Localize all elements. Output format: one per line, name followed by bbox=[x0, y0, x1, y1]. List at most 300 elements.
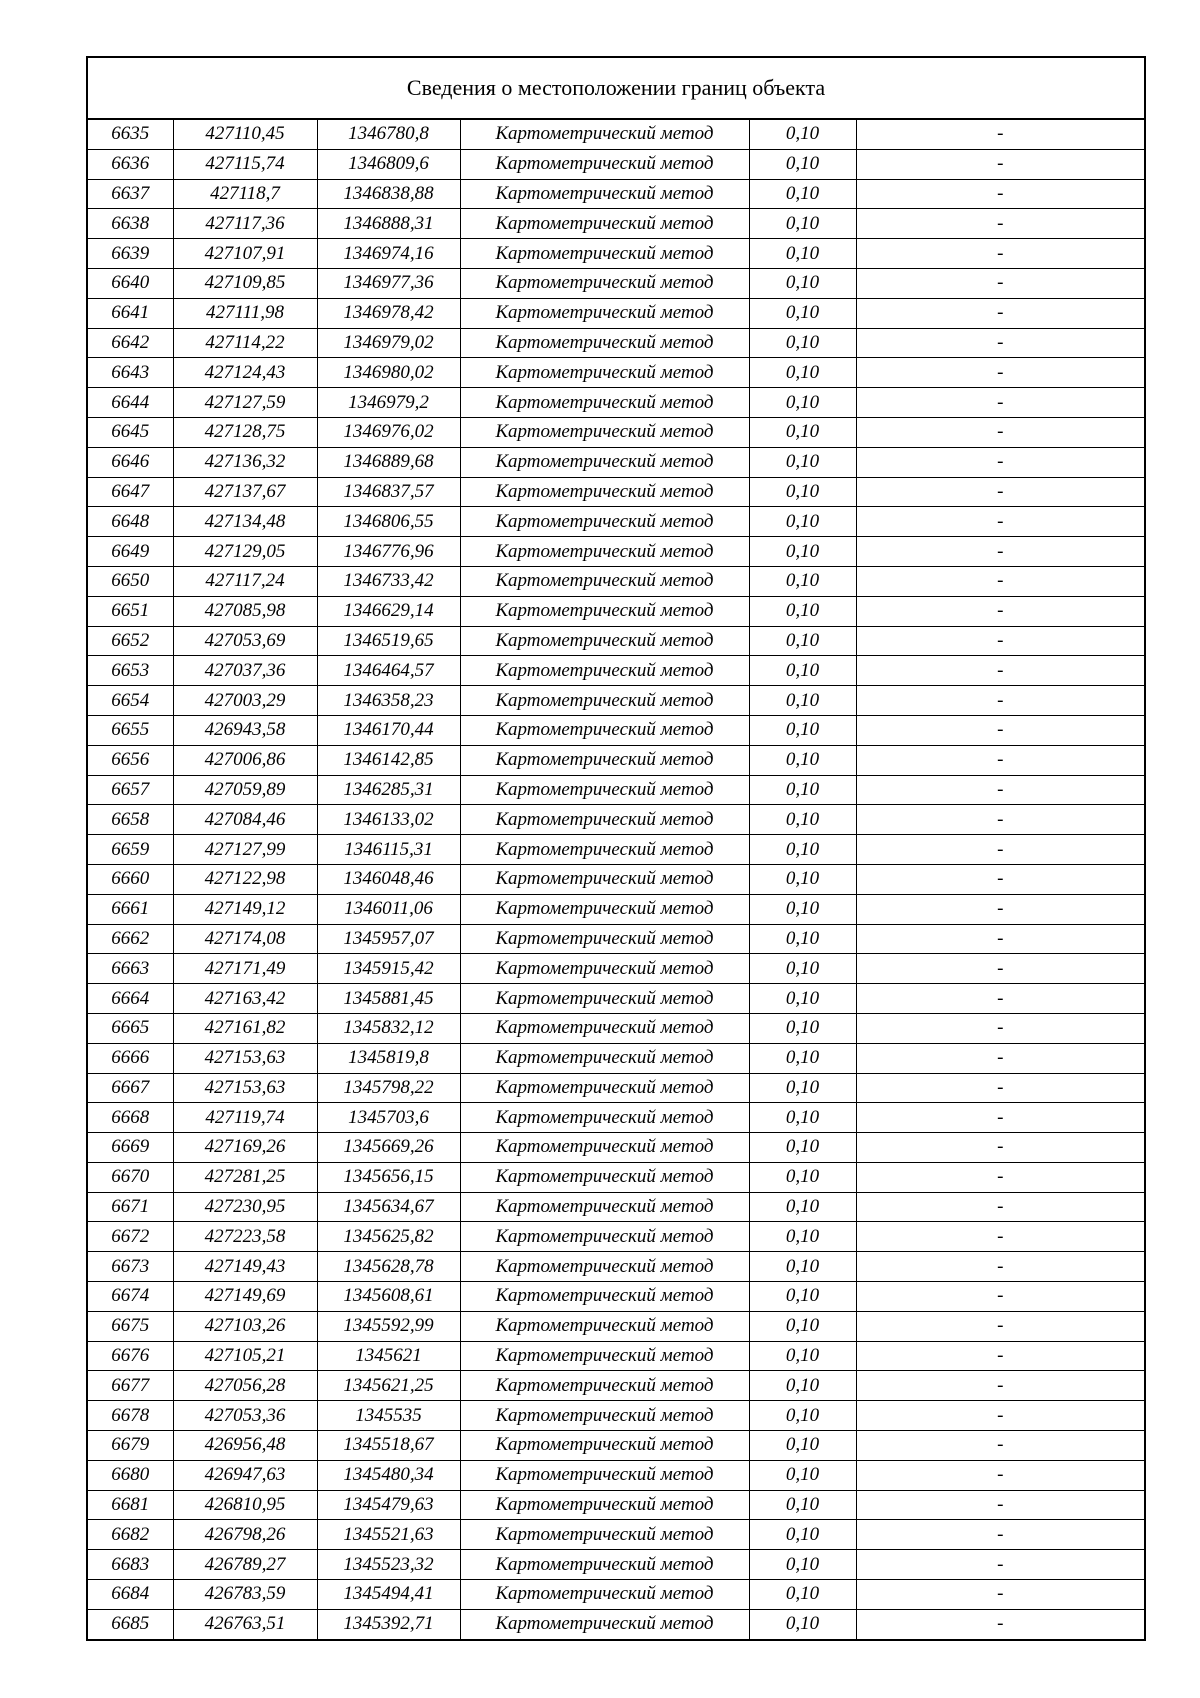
accuracy-cell: 0,10 bbox=[749, 1580, 856, 1610]
x-coordinate-cell: 427059,89 bbox=[173, 775, 317, 805]
description-cell: - bbox=[856, 954, 1144, 984]
description-cell: - bbox=[856, 626, 1144, 656]
method-cell: Картометрический метод bbox=[460, 1490, 749, 1520]
description-cell: - bbox=[856, 656, 1144, 686]
description-cell: - bbox=[856, 1133, 1144, 1163]
point-number-cell: 6636 bbox=[88, 149, 173, 179]
method-cell: Картометрический метод bbox=[460, 566, 749, 596]
point-number-cell: 6663 bbox=[88, 954, 173, 984]
table-row bbox=[88, 358, 1144, 388]
accuracy-cell: 0,10 bbox=[749, 1282, 856, 1312]
table-row bbox=[88, 179, 1144, 209]
description-cell: - bbox=[856, 1460, 1144, 1490]
x-coordinate-cell: 427037,36 bbox=[173, 656, 317, 686]
point-number-cell: 6680 bbox=[88, 1460, 173, 1490]
point-number-cell: 6654 bbox=[88, 686, 173, 716]
description-cell: - bbox=[856, 1311, 1144, 1341]
table-row bbox=[88, 149, 1144, 179]
x-coordinate-cell: 427230,95 bbox=[173, 1192, 317, 1222]
description-cell: - bbox=[856, 1580, 1144, 1610]
x-coordinate-cell: 426798,26 bbox=[173, 1520, 317, 1550]
x-coordinate-cell: 427122,98 bbox=[173, 864, 317, 894]
table-row bbox=[88, 715, 1144, 745]
y-coordinate-cell: 1346809,6 bbox=[317, 149, 460, 179]
description-cell: - bbox=[856, 388, 1144, 418]
description-cell: - bbox=[856, 1609, 1144, 1638]
accuracy-cell: 0,10 bbox=[749, 1550, 856, 1580]
y-coordinate-cell: 1345518,67 bbox=[317, 1431, 460, 1461]
accuracy-cell: 0,10 bbox=[749, 1252, 856, 1282]
description-cell: - bbox=[856, 298, 1144, 328]
y-coordinate-cell: 1346285,31 bbox=[317, 775, 460, 805]
method-cell: Картометрический метод bbox=[460, 1580, 749, 1610]
description-cell: - bbox=[856, 984, 1144, 1014]
point-number-cell: 6674 bbox=[88, 1282, 173, 1312]
y-coordinate-cell: 1346519,65 bbox=[317, 626, 460, 656]
description-cell: - bbox=[856, 1043, 1144, 1073]
table-row bbox=[88, 1192, 1144, 1222]
accuracy-cell: 0,10 bbox=[749, 864, 856, 894]
accuracy-cell: 0,10 bbox=[749, 656, 856, 686]
y-coordinate-cell: 1345881,45 bbox=[317, 984, 460, 1014]
table-row bbox=[88, 864, 1144, 894]
method-cell: Картометрический метод bbox=[460, 894, 749, 924]
table-row bbox=[88, 298, 1144, 328]
y-coordinate-cell: 1345535 bbox=[317, 1401, 460, 1431]
accuracy-cell: 0,10 bbox=[749, 715, 856, 745]
x-coordinate-cell: 427109,85 bbox=[173, 268, 317, 298]
x-coordinate-cell: 427117,24 bbox=[173, 566, 317, 596]
y-coordinate-cell: 1345494,41 bbox=[317, 1580, 460, 1610]
accuracy-cell: 0,10 bbox=[749, 1103, 856, 1133]
point-number-cell: 6637 bbox=[88, 179, 173, 209]
table-row bbox=[88, 537, 1144, 567]
method-cell: Картометрический метод bbox=[460, 1222, 749, 1252]
description-cell: - bbox=[856, 1520, 1144, 1550]
table-row bbox=[88, 686, 1144, 716]
accuracy-cell: 0,10 bbox=[749, 537, 856, 567]
point-number-cell: 6656 bbox=[88, 745, 173, 775]
point-number-cell: 6670 bbox=[88, 1162, 173, 1192]
method-cell: Картометрический метод bbox=[460, 1103, 749, 1133]
description-cell: - bbox=[856, 358, 1144, 388]
table-row bbox=[88, 388, 1144, 418]
y-coordinate-cell: 1346115,31 bbox=[317, 835, 460, 865]
description-cell: - bbox=[856, 209, 1144, 239]
description-cell: - bbox=[856, 537, 1144, 567]
x-coordinate-cell: 427171,49 bbox=[173, 954, 317, 984]
method-cell: Картометрический метод bbox=[460, 1609, 749, 1638]
table-row bbox=[88, 417, 1144, 447]
x-coordinate-cell: 427085,98 bbox=[173, 596, 317, 626]
y-coordinate-cell: 1346776,96 bbox=[317, 537, 460, 567]
accuracy-cell: 0,10 bbox=[749, 507, 856, 537]
point-number-cell: 6647 bbox=[88, 477, 173, 507]
point-number-cell: 6657 bbox=[88, 775, 173, 805]
method-cell: Картометрический метод bbox=[460, 149, 749, 179]
accuracy-cell: 0,10 bbox=[749, 328, 856, 358]
accuracy-cell: 0,10 bbox=[749, 1222, 856, 1252]
description-cell: - bbox=[856, 686, 1144, 716]
x-coordinate-cell: 427174,08 bbox=[173, 924, 317, 954]
method-cell: Картометрический метод bbox=[460, 209, 749, 239]
y-coordinate-cell: 1346142,85 bbox=[317, 745, 460, 775]
accuracy-cell: 0,10 bbox=[749, 775, 856, 805]
point-number-cell: 6652 bbox=[88, 626, 173, 656]
accuracy-cell: 0,10 bbox=[749, 984, 856, 1014]
accuracy-cell: 0,10 bbox=[749, 388, 856, 418]
y-coordinate-cell: 1345819,8 bbox=[317, 1043, 460, 1073]
accuracy-cell: 0,10 bbox=[749, 149, 856, 179]
point-number-cell: 6638 bbox=[88, 209, 173, 239]
table-row bbox=[88, 1043, 1144, 1073]
description-cell: - bbox=[856, 1252, 1144, 1282]
accuracy-cell: 0,10 bbox=[749, 626, 856, 656]
x-coordinate-cell: 427111,98 bbox=[173, 298, 317, 328]
point-number-cell: 6645 bbox=[88, 417, 173, 447]
table-row bbox=[88, 984, 1144, 1014]
method-cell: Картометрический метод bbox=[460, 1013, 749, 1043]
method-cell: Картометрический метод bbox=[460, 388, 749, 418]
method-cell: Картометрический метод bbox=[460, 1371, 749, 1401]
point-number-cell: 6640 bbox=[88, 268, 173, 298]
table-row bbox=[88, 566, 1144, 596]
x-coordinate-cell: 426810,95 bbox=[173, 1490, 317, 1520]
method-cell: Картометрический метод bbox=[460, 1311, 749, 1341]
table-row bbox=[88, 1460, 1144, 1490]
table-row bbox=[88, 1371, 1144, 1401]
table-row bbox=[88, 507, 1144, 537]
y-coordinate-cell: 1346806,55 bbox=[317, 507, 460, 537]
x-coordinate-cell: 427105,21 bbox=[173, 1341, 317, 1371]
accuracy-cell: 0,10 bbox=[749, 1490, 856, 1520]
y-coordinate-cell: 1346889,68 bbox=[317, 447, 460, 477]
description-cell: - bbox=[856, 1341, 1144, 1371]
description-cell: - bbox=[856, 596, 1144, 626]
x-coordinate-cell: 427118,7 bbox=[173, 179, 317, 209]
description-cell: - bbox=[856, 864, 1144, 894]
table-row bbox=[88, 1490, 1144, 1520]
point-number-cell: 6664 bbox=[88, 984, 173, 1014]
description-cell: - bbox=[856, 507, 1144, 537]
point-number-cell: 6653 bbox=[88, 656, 173, 686]
x-coordinate-cell: 427153,63 bbox=[173, 1043, 317, 1073]
y-coordinate-cell: 1346977,36 bbox=[317, 268, 460, 298]
description-cell: - bbox=[856, 566, 1144, 596]
x-coordinate-cell: 427117,36 bbox=[173, 209, 317, 239]
accuracy-cell: 0,10 bbox=[749, 596, 856, 626]
method-cell: Картометрический метод bbox=[460, 626, 749, 656]
description-cell: - bbox=[856, 1073, 1144, 1103]
point-number-cell: 6671 bbox=[88, 1192, 173, 1222]
accuracy-cell: 0,10 bbox=[749, 417, 856, 447]
accuracy-cell: 0,10 bbox=[749, 686, 856, 716]
x-coordinate-cell: 426947,63 bbox=[173, 1460, 317, 1490]
method-cell: Картометрический метод bbox=[460, 864, 749, 894]
y-coordinate-cell: 1345479,63 bbox=[317, 1490, 460, 1520]
y-coordinate-cell: 1345634,67 bbox=[317, 1192, 460, 1222]
method-cell: Картометрический метод bbox=[460, 924, 749, 954]
description-cell: - bbox=[856, 1192, 1144, 1222]
accuracy-cell: 0,10 bbox=[749, 805, 856, 835]
point-number-cell: 6643 bbox=[88, 358, 173, 388]
point-number-cell: 6678 bbox=[88, 1401, 173, 1431]
table-row bbox=[88, 1073, 1144, 1103]
method-cell: Картометрический метод bbox=[460, 1341, 749, 1371]
point-number-cell: 6667 bbox=[88, 1073, 173, 1103]
point-number-cell: 6677 bbox=[88, 1371, 173, 1401]
method-cell: Картометрический метод bbox=[460, 686, 749, 716]
y-coordinate-cell: 1345480,34 bbox=[317, 1460, 460, 1490]
method-cell: Картометрический метод bbox=[460, 1282, 749, 1312]
table-row bbox=[88, 1252, 1144, 1282]
accuracy-cell: 0,10 bbox=[749, 924, 856, 954]
method-cell: Картометрический метод bbox=[460, 715, 749, 745]
y-coordinate-cell: 1346048,46 bbox=[317, 864, 460, 894]
x-coordinate-cell: 427114,22 bbox=[173, 328, 317, 358]
description-cell: - bbox=[856, 477, 1144, 507]
x-coordinate-cell: 427003,29 bbox=[173, 686, 317, 716]
point-number-cell: 6661 bbox=[88, 894, 173, 924]
table-row bbox=[88, 1103, 1144, 1133]
description-cell: - bbox=[856, 805, 1144, 835]
accuracy-cell: 0,10 bbox=[749, 477, 856, 507]
method-cell: Картометрический метод bbox=[460, 358, 749, 388]
table-row bbox=[88, 120, 1144, 149]
method-cell: Картометрический метод bbox=[460, 477, 749, 507]
accuracy-cell: 0,10 bbox=[749, 120, 856, 149]
point-number-cell: 6679 bbox=[88, 1431, 173, 1461]
accuracy-cell: 0,10 bbox=[749, 1460, 856, 1490]
accuracy-cell: 0,10 bbox=[749, 1609, 856, 1638]
description-cell: - bbox=[856, 239, 1144, 269]
y-coordinate-cell: 1346838,88 bbox=[317, 179, 460, 209]
table-row bbox=[88, 626, 1144, 656]
x-coordinate-cell: 427149,43 bbox=[173, 1252, 317, 1282]
method-cell: Картометрический метод bbox=[460, 179, 749, 209]
y-coordinate-cell: 1345832,12 bbox=[317, 1013, 460, 1043]
description-cell: - bbox=[856, 835, 1144, 865]
y-coordinate-cell: 1345521,63 bbox=[317, 1520, 460, 1550]
table-row bbox=[88, 268, 1144, 298]
point-number-cell: 6635 bbox=[88, 120, 173, 149]
method-cell: Картометрический метод bbox=[460, 1252, 749, 1282]
description-cell: - bbox=[856, 1222, 1144, 1252]
method-cell: Картометрический метод bbox=[460, 1043, 749, 1073]
accuracy-cell: 0,10 bbox=[749, 1073, 856, 1103]
point-number-cell: 6662 bbox=[88, 924, 173, 954]
point-number-cell: 6668 bbox=[88, 1103, 173, 1133]
accuracy-cell: 0,10 bbox=[749, 1520, 856, 1550]
y-coordinate-cell: 1345915,42 bbox=[317, 954, 460, 984]
description-cell: - bbox=[856, 417, 1144, 447]
description-cell: - bbox=[856, 1371, 1144, 1401]
accuracy-cell: 0,10 bbox=[749, 1162, 856, 1192]
description-cell: - bbox=[856, 1550, 1144, 1580]
table-row bbox=[88, 596, 1144, 626]
coordinates-table-body bbox=[88, 120, 1144, 1639]
y-coordinate-cell: 1346980,02 bbox=[317, 358, 460, 388]
point-number-cell: 6644 bbox=[88, 388, 173, 418]
method-cell: Картометрический метод bbox=[460, 775, 749, 805]
description-cell: - bbox=[856, 149, 1144, 179]
method-cell: Картометрический метод bbox=[460, 1133, 749, 1163]
table-row bbox=[88, 1550, 1144, 1580]
y-coordinate-cell: 1346979,2 bbox=[317, 388, 460, 418]
y-coordinate-cell: 1345621 bbox=[317, 1341, 460, 1371]
description-cell: - bbox=[856, 1431, 1144, 1461]
y-coordinate-cell: 1346629,14 bbox=[317, 596, 460, 626]
point-number-cell: 6639 bbox=[88, 239, 173, 269]
table-row bbox=[88, 745, 1144, 775]
description-cell: - bbox=[856, 268, 1144, 298]
method-cell: Картометрический метод bbox=[460, 298, 749, 328]
point-number-cell: 6672 bbox=[88, 1222, 173, 1252]
accuracy-cell: 0,10 bbox=[749, 179, 856, 209]
y-coordinate-cell: 1346976,02 bbox=[317, 417, 460, 447]
x-coordinate-cell: 427053,69 bbox=[173, 626, 317, 656]
point-number-cell: 6641 bbox=[88, 298, 173, 328]
y-coordinate-cell: 1346011,06 bbox=[317, 894, 460, 924]
method-cell: Картометрический метод bbox=[460, 1192, 749, 1222]
y-coordinate-cell: 1345592,99 bbox=[317, 1311, 460, 1341]
y-coordinate-cell: 1345798,22 bbox=[317, 1073, 460, 1103]
table-row bbox=[88, 1580, 1144, 1610]
table-row bbox=[88, 1311, 1144, 1341]
point-number-cell: 6649 bbox=[88, 537, 173, 567]
document-title: Сведения о местоположении границ объекта bbox=[88, 58, 1144, 120]
accuracy-cell: 0,10 bbox=[749, 745, 856, 775]
method-cell: Картометрический метод bbox=[460, 537, 749, 567]
table-row bbox=[88, 954, 1144, 984]
x-coordinate-cell: 427149,12 bbox=[173, 894, 317, 924]
y-coordinate-cell: 1345628,78 bbox=[317, 1252, 460, 1282]
accuracy-cell: 0,10 bbox=[749, 1133, 856, 1163]
y-coordinate-cell: 1345669,26 bbox=[317, 1133, 460, 1163]
x-coordinate-cell: 427149,69 bbox=[173, 1282, 317, 1312]
accuracy-cell: 0,10 bbox=[749, 239, 856, 269]
method-cell: Картометрический метод bbox=[460, 984, 749, 1014]
x-coordinate-cell: 427137,67 bbox=[173, 477, 317, 507]
method-cell: Картометрический метод bbox=[460, 1401, 749, 1431]
point-number-cell: 6682 bbox=[88, 1520, 173, 1550]
x-coordinate-cell: 427129,05 bbox=[173, 537, 317, 567]
method-cell: Картометрический метод bbox=[460, 328, 749, 358]
point-number-cell: 6685 bbox=[88, 1609, 173, 1638]
x-coordinate-cell: 426783,59 bbox=[173, 1580, 317, 1610]
description-cell: - bbox=[856, 1013, 1144, 1043]
x-coordinate-cell: 427169,26 bbox=[173, 1133, 317, 1163]
y-coordinate-cell: 1346837,57 bbox=[317, 477, 460, 507]
y-coordinate-cell: 1346974,16 bbox=[317, 239, 460, 269]
x-coordinate-cell: 427136,32 bbox=[173, 447, 317, 477]
coordinates-table bbox=[88, 120, 1144, 1639]
description-cell: - bbox=[856, 1490, 1144, 1520]
table-row bbox=[88, 1133, 1144, 1163]
table-row bbox=[88, 1609, 1144, 1638]
x-coordinate-cell: 427119,74 bbox=[173, 1103, 317, 1133]
accuracy-cell: 0,10 bbox=[749, 298, 856, 328]
accuracy-cell: 0,10 bbox=[749, 1043, 856, 1073]
y-coordinate-cell: 1345392,71 bbox=[317, 1609, 460, 1638]
table-row bbox=[88, 1222, 1144, 1252]
point-number-cell: 6669 bbox=[88, 1133, 173, 1163]
method-cell: Картометрический метод bbox=[460, 656, 749, 686]
x-coordinate-cell: 427128,75 bbox=[173, 417, 317, 447]
description-cell: - bbox=[856, 1282, 1144, 1312]
y-coordinate-cell: 1346133,02 bbox=[317, 805, 460, 835]
y-coordinate-cell: 1345608,61 bbox=[317, 1282, 460, 1312]
x-coordinate-cell: 427127,59 bbox=[173, 388, 317, 418]
point-number-cell: 6655 bbox=[88, 715, 173, 745]
y-coordinate-cell: 1346979,02 bbox=[317, 328, 460, 358]
table-row bbox=[88, 1013, 1144, 1043]
point-number-cell: 6659 bbox=[88, 835, 173, 865]
point-number-cell: 6681 bbox=[88, 1490, 173, 1520]
table-row bbox=[88, 209, 1144, 239]
accuracy-cell: 0,10 bbox=[749, 835, 856, 865]
x-coordinate-cell: 426956,48 bbox=[173, 1431, 317, 1461]
description-cell: - bbox=[856, 179, 1144, 209]
accuracy-cell: 0,10 bbox=[749, 1311, 856, 1341]
point-number-cell: 6683 bbox=[88, 1550, 173, 1580]
method-cell: Картометрический метод bbox=[460, 745, 749, 775]
table-row bbox=[88, 805, 1144, 835]
point-number-cell: 6666 bbox=[88, 1043, 173, 1073]
accuracy-cell: 0,10 bbox=[749, 954, 856, 984]
table-row bbox=[88, 1520, 1144, 1550]
accuracy-cell: 0,10 bbox=[749, 1431, 856, 1461]
x-coordinate-cell: 427223,58 bbox=[173, 1222, 317, 1252]
method-cell: Картометрический метод bbox=[460, 1431, 749, 1461]
description-cell: - bbox=[856, 894, 1144, 924]
y-coordinate-cell: 1346358,23 bbox=[317, 686, 460, 716]
method-cell: Картометрический метод bbox=[460, 805, 749, 835]
method-cell: Картометрический метод bbox=[460, 596, 749, 626]
x-coordinate-cell: 427053,36 bbox=[173, 1401, 317, 1431]
accuracy-cell: 0,10 bbox=[749, 209, 856, 239]
x-coordinate-cell: 427134,48 bbox=[173, 507, 317, 537]
x-coordinate-cell: 427161,82 bbox=[173, 1013, 317, 1043]
table-row bbox=[88, 1401, 1144, 1431]
accuracy-cell: 0,10 bbox=[749, 1013, 856, 1043]
y-coordinate-cell: 1345523,32 bbox=[317, 1550, 460, 1580]
accuracy-cell: 0,10 bbox=[749, 1401, 856, 1431]
accuracy-cell: 0,10 bbox=[749, 894, 856, 924]
description-cell: - bbox=[856, 447, 1144, 477]
method-cell: Картометрический метод bbox=[460, 120, 749, 149]
y-coordinate-cell: 1345625,82 bbox=[317, 1222, 460, 1252]
point-number-cell: 6646 bbox=[88, 447, 173, 477]
point-number-cell: 6673 bbox=[88, 1252, 173, 1282]
table-row bbox=[88, 656, 1144, 686]
y-coordinate-cell: 1346464,57 bbox=[317, 656, 460, 686]
x-coordinate-cell: 427103,26 bbox=[173, 1311, 317, 1341]
accuracy-cell: 0,10 bbox=[749, 447, 856, 477]
method-cell: Картометрический метод bbox=[460, 1073, 749, 1103]
method-cell: Картометрический метод bbox=[460, 239, 749, 269]
y-coordinate-cell: 1346733,42 bbox=[317, 566, 460, 596]
accuracy-cell: 0,10 bbox=[749, 358, 856, 388]
point-number-cell: 6660 bbox=[88, 864, 173, 894]
x-coordinate-cell: 427124,43 bbox=[173, 358, 317, 388]
x-coordinate-cell: 427163,42 bbox=[173, 984, 317, 1014]
x-coordinate-cell: 427084,46 bbox=[173, 805, 317, 835]
table-row bbox=[88, 835, 1144, 865]
point-number-cell: 6676 bbox=[88, 1341, 173, 1371]
y-coordinate-cell: 1345957,07 bbox=[317, 924, 460, 954]
description-cell: - bbox=[856, 745, 1144, 775]
